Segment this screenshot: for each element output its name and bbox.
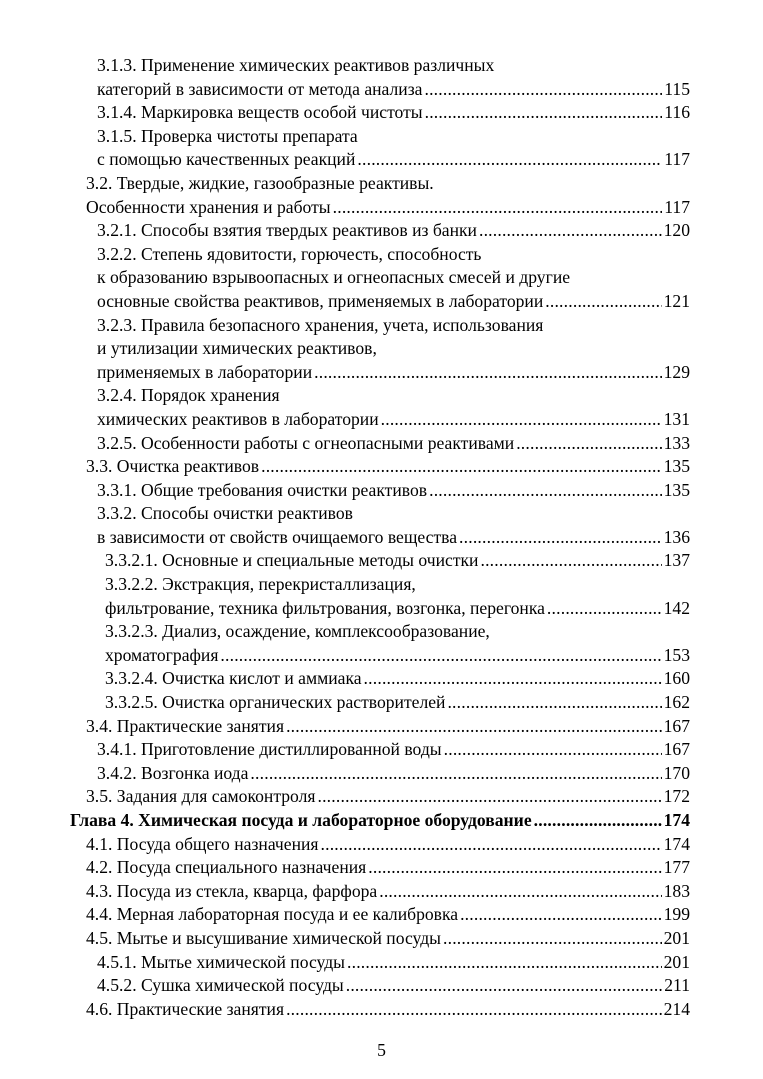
toc-page-number: 183 — [663, 880, 690, 901]
leader-dots — [460, 903, 662, 927]
leader-dots — [286, 998, 662, 1022]
leader-dots — [314, 361, 661, 385]
toc-page-number: 172 — [663, 786, 690, 807]
toc-entry-title: 3.2.2. Степень ядовитости, горючесть, способность — [97, 243, 482, 264]
toc-entry-title: химических реактивов в лаборатории — [97, 408, 379, 429]
leader-dots — [516, 432, 661, 456]
toc-entry-title: Особенности хранения и работы — [86, 196, 331, 217]
toc-entry — [0, 54, 763, 101]
toc-entry-title: основные свойства реактивов, применяемых в лаборатории — [97, 290, 544, 311]
toc-entry — [0, 432, 763, 456]
toc-entry — [0, 549, 763, 573]
toc-page-number: 135 — [663, 456, 690, 477]
toc-entry-title: 3.2.3. Правила безопасного хранения, учета, использования — [97, 314, 544, 335]
toc-entry-title: 3.1.5. Проверка чистоты препарата — [97, 125, 358, 146]
toc-page-number: 160 — [663, 668, 690, 689]
toc-entry-title: 3.5. Задания для самоконтроля — [86, 786, 316, 807]
toc-entry-title: к образованию взрывоопасных и огнеопасных смесей и другие — [97, 267, 571, 288]
leader-dots — [368, 856, 661, 880]
toc-entry — [0, 314, 763, 385]
toc-entry — [0, 785, 763, 809]
toc-page-number: 136 — [663, 526, 690, 547]
leader-dots — [317, 785, 661, 809]
toc-entry-title: 3.4.2. Возгонка иода — [97, 762, 249, 783]
leader-dots — [286, 715, 662, 739]
toc-page-number: 214 — [663, 998, 690, 1019]
toc-entry — [0, 856, 763, 880]
toc-entry-title: 4.5.2. Сушка химической посуды — [97, 975, 344, 996]
toc-page-number: 162 — [663, 692, 690, 713]
toc-entry-title: 3.3.2.4. Очистка кислот и аммиака — [105, 668, 362, 689]
toc-entry — [0, 880, 763, 904]
toc-page-number: 174 — [663, 833, 690, 854]
leader-dots — [321, 833, 662, 857]
toc-entry-title: 3.2.1. Способы взятия твердых реактивов из банки — [97, 220, 477, 241]
toc-entry-title: 4.2. Посуда специального назначения — [86, 857, 367, 878]
toc-entry-title: 4.5. Мытье и высушивание химической посуды — [86, 927, 441, 948]
toc-page-number: 133 — [663, 432, 690, 453]
toc-entry-title: 3.2.5. Особенности работы с огнеопасными реактивами — [97, 432, 515, 453]
toc-page-number: 117 — [664, 196, 690, 217]
toc-entry — [0, 951, 763, 975]
toc-entry-title: 4.3. Посуда из стекла, кварца, фарфора — [86, 880, 378, 901]
leader-dots — [459, 526, 662, 550]
leader-dots — [347, 951, 662, 975]
toc-entry — [0, 833, 763, 857]
toc-entry-title: фильтрование, техника фильтрования, возгонка, перегонка — [105, 597, 545, 618]
leader-dots — [534, 809, 662, 833]
table-of-contents — [0, 54, 763, 1021]
toc-entry-title: 3.3.2.3. Диализ, осаждение, комплексообразование, — [105, 621, 490, 642]
leader-dots — [379, 880, 661, 904]
toc-entry — [0, 479, 763, 503]
toc-entry-title: и утилизации химических реактивов, — [97, 338, 377, 359]
toc-entry-title: Глава 4. Химическая посуда и лабораторное оборудование — [70, 810, 532, 830]
page-number: 5 — [377, 1040, 386, 1060]
toc-entry-title: в зависимости от свойств очищаемого вещества — [97, 526, 458, 547]
toc-page-number: 211 — [664, 975, 690, 996]
toc-page-number: 201 — [663, 927, 690, 948]
toc-entry — [0, 715, 763, 739]
leader-dots — [547, 597, 662, 621]
toc-entry-title: 3.1.4. Маркировка веществ особой чистоты — [97, 102, 423, 123]
toc-entry — [0, 691, 763, 715]
leader-dots — [424, 78, 662, 102]
toc-page-number: 142 — [663, 597, 690, 618]
leader-dots — [364, 667, 662, 691]
toc-page-number: 174 — [663, 810, 690, 830]
toc-page-number: 137 — [663, 550, 690, 571]
toc-entry — [0, 667, 763, 691]
toc-entry-title: 3.1.3. Применение химических реактивов различных — [97, 55, 495, 75]
leader-dots — [250, 762, 661, 786]
toc-entry — [0, 455, 763, 479]
toc-entry-title: 3.3.2.5. Очистка органических растворителей — [105, 692, 446, 713]
toc-entry — [0, 927, 763, 951]
toc-entry — [0, 573, 763, 620]
leader-dots — [447, 691, 661, 715]
toc-entry-title: категорий в зависимости от метода анализа — [97, 78, 423, 99]
toc-page-number: 177 — [663, 857, 690, 878]
toc-entry-title: 3.2. Твердые, жидкие, газообразные реактивы. — [86, 172, 434, 193]
toc-page-number: 167 — [663, 715, 690, 736]
toc-page-number: 129 — [663, 361, 690, 382]
leader-dots — [381, 408, 662, 432]
leader-dots — [545, 290, 661, 314]
toc-entry-title: 3.3. Очистка реактивов — [86, 456, 260, 477]
leader-dots — [261, 455, 662, 479]
toc-entry-title: 3.3.1. Общие требования очистки реактивов — [97, 479, 428, 500]
toc-page-number: 131 — [663, 408, 690, 429]
leader-dots — [333, 196, 663, 220]
toc-entry-title: 4.5.1. Мытье химической посуды — [97, 951, 345, 972]
toc-entry-title: 3.3.2.2. Экстракция, перекристаллизация, — [105, 574, 416, 595]
toc-entry — [0, 101, 763, 125]
toc-entry-title: хроматография — [105, 644, 219, 665]
toc-entry — [0, 903, 763, 927]
toc-page-number: 170 — [663, 762, 690, 783]
toc-entry-title: 4.4. Мерная лабораторная посуда и ее калибровка — [86, 904, 459, 925]
toc-entry — [0, 219, 763, 243]
toc-page-number: 120 — [663, 220, 690, 241]
toc-entry-title: применяемых в лаборатории — [97, 361, 313, 382]
toc-entry — [0, 738, 763, 762]
chapter-entry — [0, 809, 763, 833]
leader-dots — [346, 974, 663, 998]
toc-page-number: 199 — [663, 904, 690, 925]
toc-entry-title: 3.4.1. Приготовление дистиллированной воды — [97, 739, 442, 760]
toc-entry — [0, 384, 763, 431]
toc-page-number: 153 — [663, 644, 690, 665]
toc-entry — [0, 762, 763, 786]
toc-entry-title: 3.3.2. Способы очистки реактивов — [97, 503, 353, 524]
toc-page-number: 115 — [664, 78, 690, 99]
leader-dots — [443, 927, 662, 951]
toc-page-number: 117 — [664, 149, 690, 170]
leader-dots — [444, 738, 662, 762]
toc-page-number: 116 — [664, 102, 690, 123]
toc-entry-title: 3.2.4. Порядок хранения — [97, 385, 280, 406]
toc-entry — [0, 172, 763, 219]
toc-entry-title: 4.1. Посуда общего назначения — [86, 833, 319, 854]
toc-entry-title: 4.6. Практические занятия — [86, 998, 285, 1019]
toc-entry — [0, 502, 763, 549]
toc-entry — [0, 243, 763, 314]
toc-entry-title: 3.4. Практические занятия — [86, 715, 285, 736]
leader-dots — [480, 549, 661, 573]
toc-page-number: 135 — [663, 479, 690, 500]
toc-entry — [0, 974, 763, 998]
toc-entry-title: 3.3.2.1. Основные и специальные методы очистки — [105, 550, 479, 571]
leader-dots — [479, 219, 662, 243]
toc-entry — [0, 998, 763, 1022]
toc-entry-title: с помощью качественных реакций — [97, 149, 356, 170]
toc-entry — [0, 125, 763, 172]
toc-page-number: 201 — [663, 951, 690, 972]
leader-dots — [357, 148, 662, 172]
toc-page-number: 167 — [663, 739, 690, 760]
leader-dots — [425, 101, 663, 125]
toc-page-number: 121 — [663, 290, 690, 311]
toc-entry — [0, 620, 763, 667]
leader-dots — [429, 479, 662, 503]
leader-dots — [220, 644, 661, 668]
